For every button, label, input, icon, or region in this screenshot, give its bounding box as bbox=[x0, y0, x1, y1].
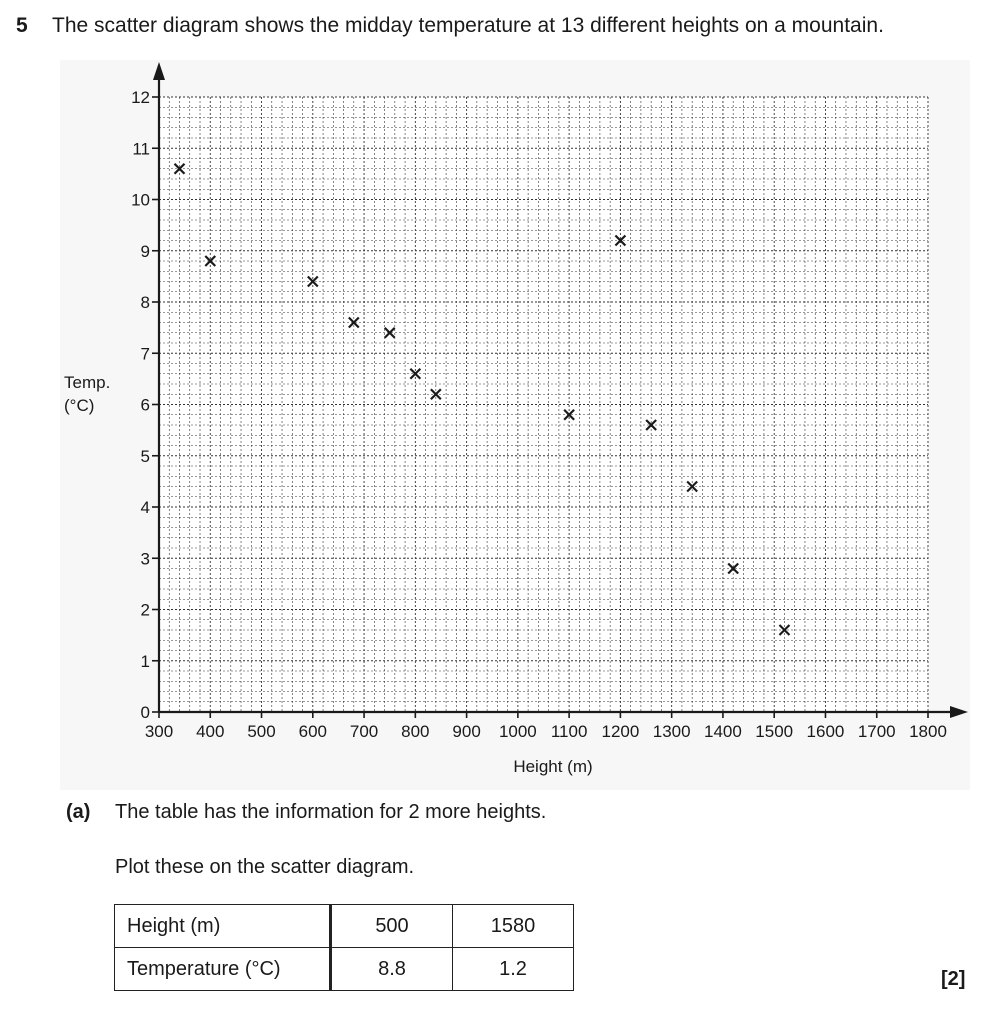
marks-label: [2] bbox=[941, 968, 966, 990]
part-a-label: (a) bbox=[66, 801, 91, 823]
svg-text:8: 8 bbox=[140, 293, 150, 312]
svg-text:11: 11 bbox=[132, 139, 150, 159]
svg-text:600: 600 bbox=[298, 722, 327, 741]
svg-text:1500: 1500 bbox=[755, 722, 794, 741]
svg-text:10: 10 bbox=[131, 190, 150, 210]
svg-text:300: 300 bbox=[144, 722, 174, 741]
svg-text:0: 0 bbox=[140, 703, 150, 722]
svg-text:1400: 1400 bbox=[704, 722, 742, 741]
question-number: 5 bbox=[16, 14, 28, 37]
svg-text:1: 1 bbox=[140, 651, 150, 671]
svg-text:(°C): (°C) bbox=[64, 396, 95, 415]
svg-text:Temp.: Temp. bbox=[64, 373, 111, 392]
table-cell: 1.2 bbox=[453, 948, 574, 991]
part-a-instruction: Plot these on the scatter diagram. bbox=[115, 856, 415, 878]
table-cell: 8.8 bbox=[331, 948, 453, 991]
svg-text:2: 2 bbox=[140, 600, 150, 620]
table-cell: 1580 bbox=[453, 905, 574, 948]
row-header: Height (m) bbox=[115, 905, 331, 948]
svg-text:6: 6 bbox=[140, 395, 150, 415]
table-row-height bbox=[115, 905, 574, 948]
svg-text:1000: 1000 bbox=[498, 722, 537, 741]
part-a-text: The table has the information for 2 more heights. bbox=[115, 801, 547, 823]
svg-text:1600: 1600 bbox=[806, 722, 845, 741]
svg-text:1800: 1800 bbox=[909, 722, 947, 741]
svg-text:400: 400 bbox=[196, 722, 225, 741]
question-text: The scatter diagram shows the midday temperature at 13 different heights on a mountain. bbox=[52, 14, 884, 37]
row-header: Temperature (°C) bbox=[115, 948, 331, 991]
svg-text:7: 7 bbox=[140, 344, 150, 364]
svg-text:1300: 1300 bbox=[652, 722, 691, 741]
svg-text:12: 12 bbox=[131, 88, 150, 107]
svg-text:4: 4 bbox=[140, 498, 150, 517]
data-table bbox=[114, 904, 574, 991]
svg-text:1700: 1700 bbox=[857, 722, 896, 741]
svg-text:800: 800 bbox=[401, 722, 430, 741]
svg-text:900: 900 bbox=[452, 722, 481, 741]
svg-text:9: 9 bbox=[140, 241, 150, 261]
svg-text:3: 3 bbox=[140, 549, 150, 569]
svg-text:500: 500 bbox=[247, 722, 276, 741]
svg-text:1100: 1100 bbox=[550, 722, 588, 741]
table-row-temperature bbox=[115, 948, 574, 991]
svg-text:1200: 1200 bbox=[601, 722, 640, 741]
svg-text:700: 700 bbox=[349, 722, 379, 741]
svg-text:Height (m): Height (m) bbox=[513, 757, 593, 776]
svg-text:5: 5 bbox=[140, 446, 150, 466]
table-cell: 500 bbox=[331, 905, 453, 948]
